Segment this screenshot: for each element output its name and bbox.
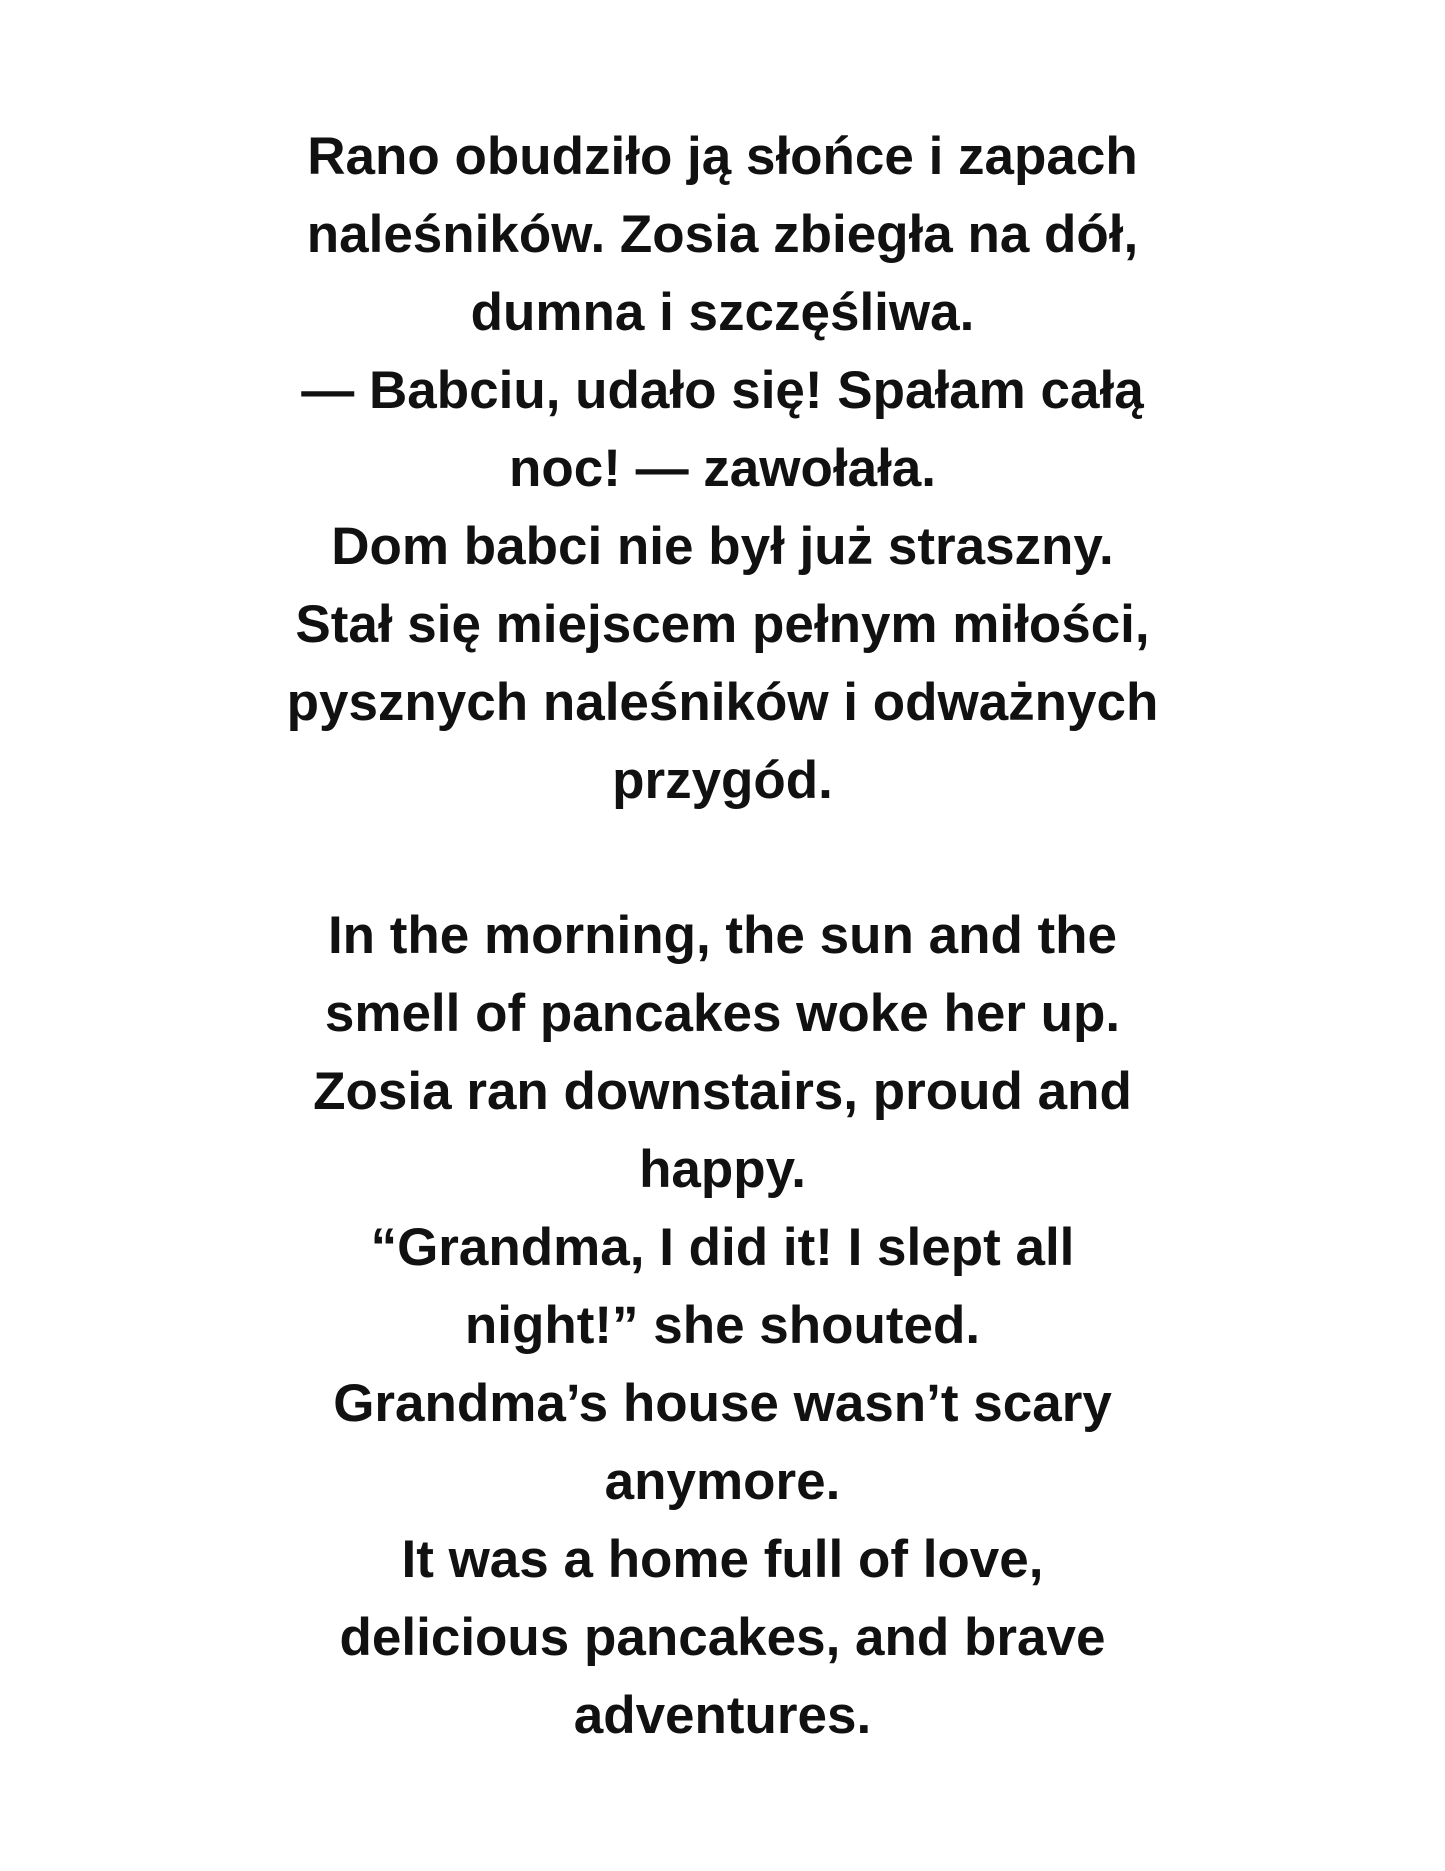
- polish-line: Rano obudziło ją słońce i zapach: [307, 127, 1138, 186]
- polish-line: naleśników. Zosia zbiegła na dół,: [306, 205, 1139, 264]
- english-line: Zosia ran downstairs, proud and: [313, 1062, 1132, 1121]
- polish-text-block: [0, 118, 1445, 820]
- polish-line: Dom babci nie był już straszny.: [331, 517, 1114, 576]
- polish-line: pysznych naleśników i odważnych: [286, 673, 1159, 732]
- english-line: night!” she shouted.: [464, 1296, 981, 1355]
- english-line: In the morning, the sun and the: [327, 906, 1118, 965]
- english-line: “Grandma, I did it! I slept all: [370, 1218, 1075, 1277]
- polish-line: Stał się miejscem pełnym miłości,: [295, 595, 1150, 654]
- english-line: It was a home full of love,: [401, 1530, 1044, 1589]
- english-line: delicious pancakes, and brave: [339, 1608, 1106, 1667]
- polish-line: dumna i szczęśliwa.: [470, 283, 975, 342]
- english-line: anymore.: [604, 1452, 841, 1511]
- english-line: Grandma’s house wasn’t scary: [333, 1374, 1112, 1433]
- polish-line: — Babciu, udało się! Spałam całą: [301, 361, 1144, 420]
- english-line: smell of pancakes woke her up.: [324, 984, 1121, 1043]
- polish-line: przygód.: [612, 751, 833, 810]
- polish-line: noc! — zawołała.: [508, 439, 937, 498]
- english-line: adventures.: [573, 1686, 872, 1745]
- english-line: happy.: [639, 1140, 806, 1199]
- english-text-block: [0, 897, 1445, 1755]
